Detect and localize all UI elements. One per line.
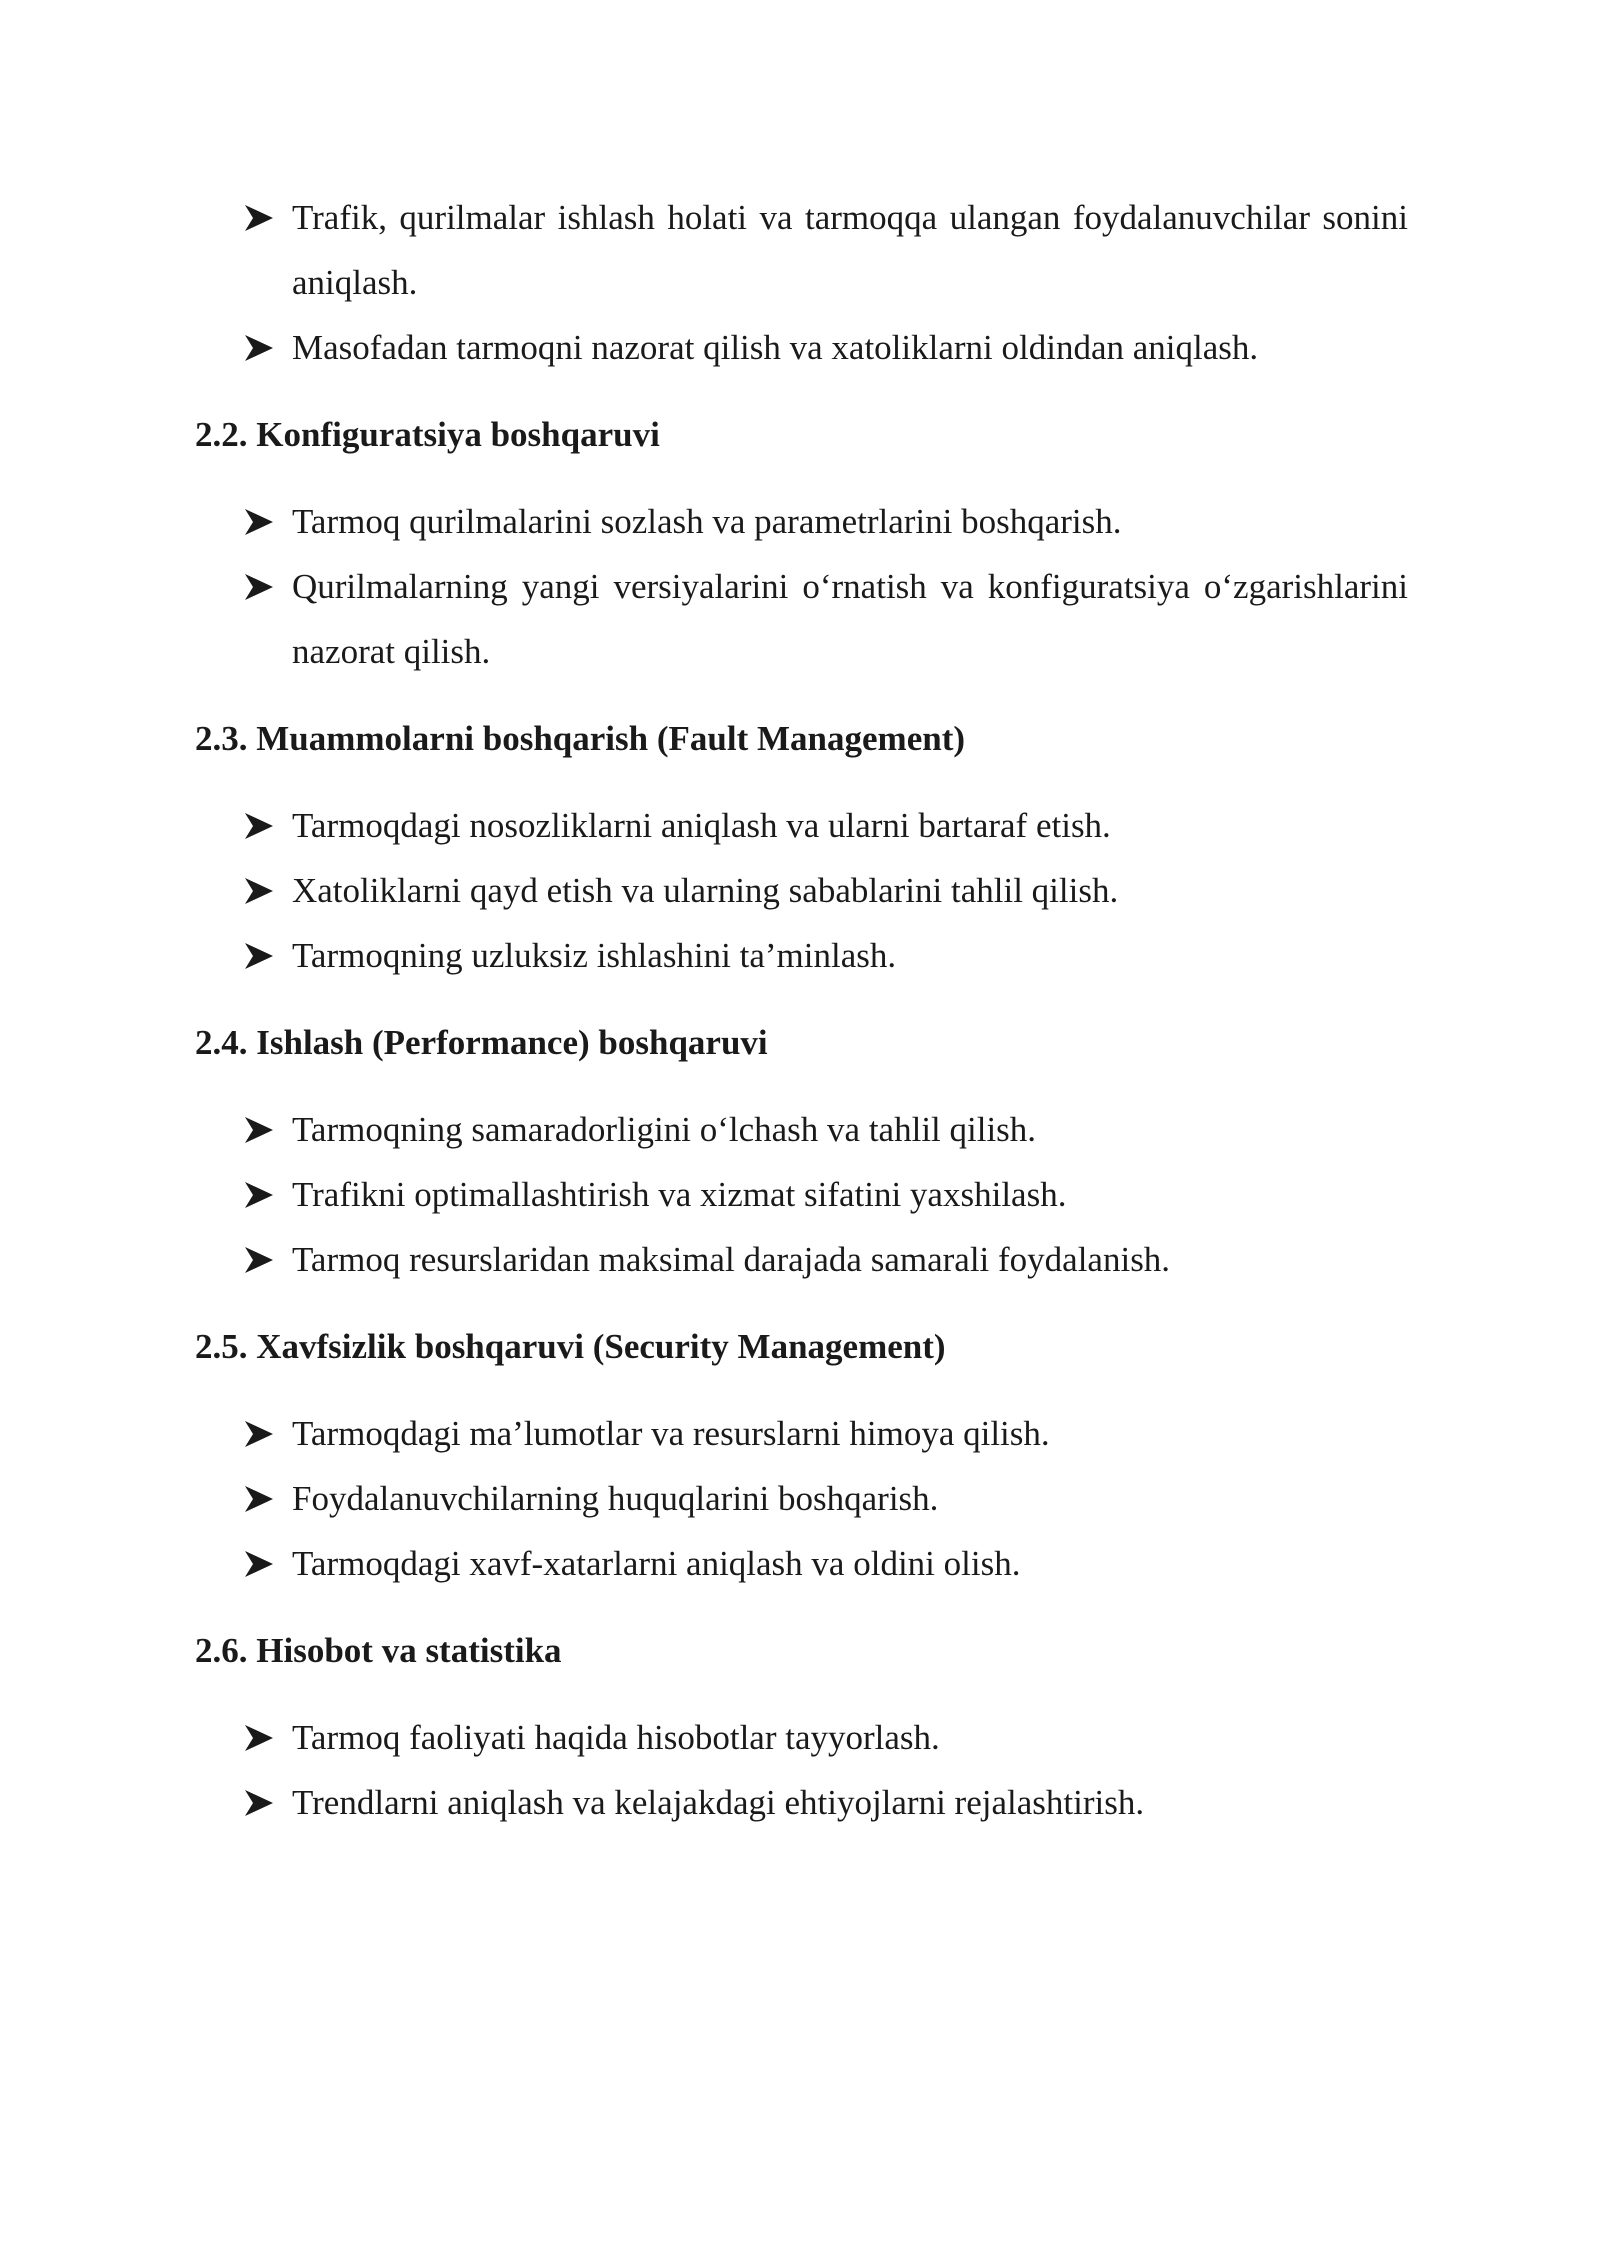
- arrow-bullet-icon: [244, 1485, 274, 1513]
- bullet-text: Xatoliklarni qayd etish va ularning sabablarini tahlil qilish.: [292, 871, 1119, 910]
- arrow-bullet-icon: [244, 1420, 274, 1448]
- arrow-bullet-icon: [244, 204, 274, 232]
- arrow-bullet-icon: [244, 508, 274, 536]
- list-item: [244, 1705, 1408, 1770]
- list-item: [244, 858, 1408, 923]
- list-item: [244, 554, 1408, 684]
- bullet-text: Tarmoqdagi nosozliklarni aniqlash va ularni bartaraf etish.: [292, 806, 1111, 845]
- list-item: [244, 923, 1408, 988]
- bullet-text: Trafikni optimallashtirish va xizmat sifatini yaxshilash.: [292, 1175, 1067, 1214]
- section-heading: 2.4. Ishlash (Performance) boshqaruvi: [195, 1023, 768, 1062]
- bullet-text: Qurilmalarning yangi versiyalarini oʻrnatish va konfiguratsiya oʻzgarishlarini nazorat qilish.: [292, 567, 1408, 671]
- arrow-bullet-icon: [244, 1246, 274, 1274]
- bullet-text: Tarmoq resurslaridan maksimal darajada samarali foydalanish.: [292, 1240, 1171, 1279]
- arrow-bullet-icon: [244, 1550, 274, 1578]
- bullet-text: Tarmoqning samaradorligini oʻlchash va tahlil qilish.: [292, 1110, 1037, 1149]
- list-item: [244, 1770, 1408, 1835]
- section-heading: 2.5. Xavfsizlik boshqaruvi (Security Management): [195, 1327, 946, 1366]
- list-item: [244, 185, 1408, 315]
- arrow-bullet-icon: [244, 1789, 274, 1817]
- arrow-bullet-icon: [244, 812, 274, 840]
- bullet-text: Tarmoqdagi xavf-xatarlarni aniqlash va oldini olish.: [292, 1544, 1021, 1583]
- section-heading: 2.3. Muammolarni boshqarish (Fault Management): [195, 719, 965, 758]
- arrow-bullet-icon: [244, 1724, 274, 1752]
- bullet-text: Tarmoqdagi ma’lumotlar va resurslarni himoya qilish.: [292, 1414, 1050, 1453]
- bullet-text: Foydalanuvchilarning huquqlarini boshqarish.: [292, 1479, 939, 1518]
- arrow-bullet-icon: [244, 1116, 274, 1144]
- list-item: [244, 489, 1408, 554]
- arrow-bullet-icon: [244, 573, 274, 601]
- arrow-bullet-icon: [244, 1181, 274, 1209]
- bullet-text: Masofadan tarmoqni nazorat qilish va xatoliklarni oldindan aniqlash.: [292, 328, 1259, 367]
- arrow-bullet-icon: [244, 942, 274, 970]
- list-item: [244, 1162, 1408, 1227]
- list-item: [244, 1466, 1408, 1531]
- bullet-text: Tarmoqning uzluksiz ishlashini ta’minlash.: [292, 936, 897, 975]
- list-item: [244, 1531, 1408, 1596]
- bullet-text: Tarmoq faoliyati haqida hisobotlar tayyorlash.: [292, 1718, 940, 1757]
- list-item: [244, 1227, 1408, 1292]
- section-heading: 2.2. Konfiguratsiya boshqaruvi: [195, 415, 660, 454]
- list-item: [244, 793, 1408, 858]
- bullet-text: Tarmoq qurilmalarini sozlash va parametrlarini boshqarish.: [292, 502, 1122, 541]
- list-item: [244, 1401, 1408, 1466]
- arrow-bullet-icon: [244, 334, 274, 362]
- arrow-bullet-icon: [244, 877, 274, 905]
- bullet-text: Trendlarni aniqlash va kelajakdagi ehtiyojlarni rejalashtirish.: [292, 1783, 1145, 1822]
- bullet-text: Trafik, qurilmalar ishlash holati va tarmoqqa ulangan foydalanuvchilar sonini aniqlash.: [292, 198, 1408, 302]
- list-item: [244, 315, 1408, 380]
- section-heading: 2.6. Hisobot va statistika: [195, 1631, 562, 1670]
- list-item: [244, 1097, 1408, 1162]
